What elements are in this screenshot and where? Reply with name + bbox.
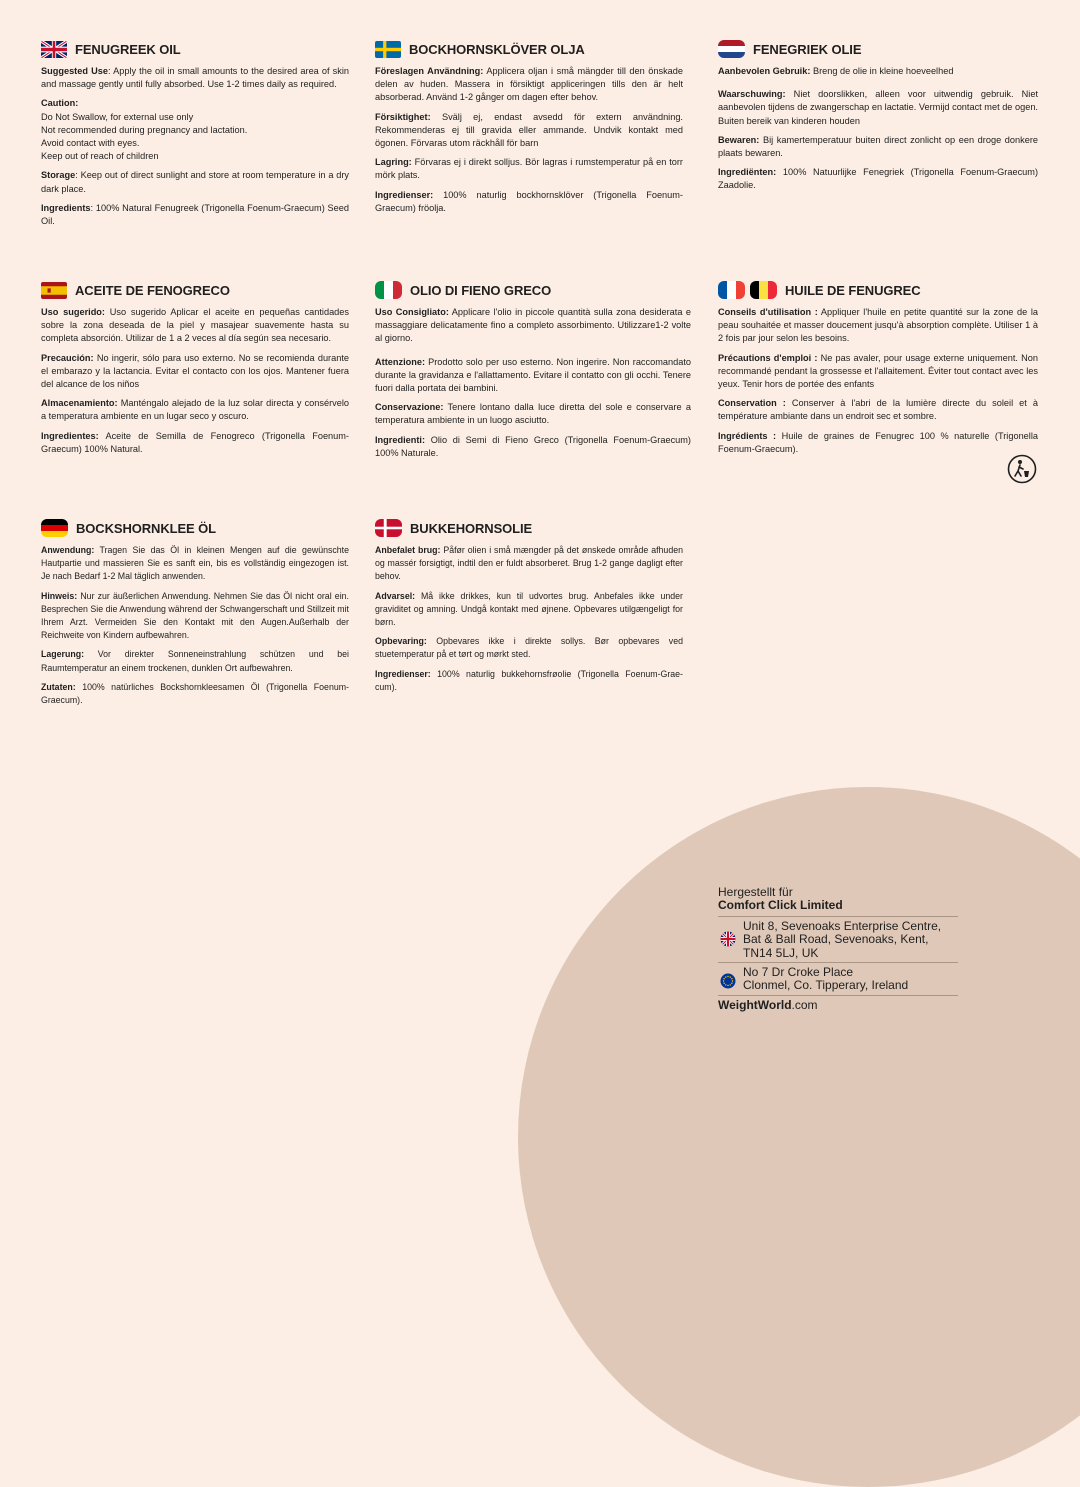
section-danish: [375, 519, 683, 700]
usage-paragraph: Uso sugerido: Uso sugerido Aplicar el aceite en pequeñas cantidades sobre la zona deseada de la piel y masajear suavemente hasta su completa absorción. Utilizar de 1 a 2 veces al día según sea necesario.: [41, 307, 349, 344]
eu-flag-icon: [720, 973, 736, 989]
company-name: Comfort Click Limited: [718, 898, 843, 913]
storage-paragraph: Bewaren: Bij kamertemperatuur buiten direct zonlicht op een droge donkere plaats bewaren.: [718, 134, 1038, 159]
section-swedish: [375, 40, 683, 221]
storage-paragraph: Lagerung: Vor direkter Sonneneinstrahlung schützen und bei Raumtemperatur an einem trockenen, dunklen Ort aufbewahren.: [41, 649, 349, 673]
address-line: TN14 5LJ, UK: [743, 945, 819, 960]
usage-paragraph: Anbefalet brug: Påfør olien i små mængder på det ønskede område afhuden og massér forsigtigt, indtil den er fuldt absorberet. Brug 1-2 gange dagligt efter behov.: [375, 545, 684, 582]
caution-paragraph: Advarsel: Må ikke drikkes, kun til udvortes brug. Anbefales ikke under graviditet og amning. Undgå kontakt med øjnene. Opbevares utilgængeligt for børn.: [375, 590, 683, 628]
storage-paragraph: Conservation : Conserver à l'abri de la lumière directe du soleil et à température ambiante dans un endroit sec et sombre.: [718, 398, 1038, 422]
uk-flag-icon: [720, 931, 736, 947]
caution-paragraph: Précautions d'emploi : Ne pas avaler, pour usage externe uniquement. Non recommandé pendant la grossesse et l'allaitement. Éviter tout contact avec les yeux. Tenir hors de portée des enfants: [718, 352, 1038, 390]
section-header: [375, 281, 691, 299]
section-title: BOCKSHORNKLEE ÖL: [76, 520, 216, 536]
recycle-person-icon: [1007, 454, 1037, 484]
caution-paragraph: Attenzione: Prodotto solo per uso esterno. Non ingerire. Non raccomandato durante la gravidanza e l'allattamento. Evitare il contatto con gli occhi. Tenere fuori dalla portata dei bambini.: [375, 356, 691, 394]
ingredients-paragraph: Ingredients: 100% Natural Fenugreek (Trigonella Foenum-Graecum) Seed Oil.: [41, 202, 349, 227]
made-for-label: Hergestellt für: [718, 885, 793, 899]
section-title: ACEITE DE FENOGRECO: [75, 282, 230, 298]
section-title: FENEGRIEK OLIE: [753, 41, 862, 57]
storage-paragraph: Opbevaring: Opbevares ikke i direkte sollys. Bør opbevares ved stuetemperatur på et tørt og mørkt sted.: [375, 636, 683, 660]
caution-paragraph: Caution: Do Not Swallow, for external use only Not recommended during pregnancy and lactation. Avoid contact with eyes. Keep out of reach of children: [41, 98, 248, 162]
section-italian: [375, 281, 691, 466]
section-header: [41, 40, 349, 58]
section-title: OLIO DI FIENO GRECO: [410, 282, 552, 298]
sweden-flag-icon: [375, 41, 401, 58]
section-header: [41, 519, 349, 537]
storage-paragraph: Conservazione: Tenere lontano dalla luce diretta del sole e conservare a temperatura ambiente in un luogo asciutto.: [375, 402, 691, 426]
uk-address-row: [718, 916, 958, 962]
section-header: [718, 281, 1038, 299]
usage-paragraph: Anwendung: Tragen Sie das Öl in kleinen Mengen auf die gewünschte Hautpartie und massieren Sie es sanft ein, bis es vollständig eingezogen ist. Je nach Bedarf 1-2 Mal täglich anwenden.: [41, 545, 349, 582]
caution-paragraph: Waarschuwing: Niet doorslikken, alleen voor uitwendig gebruik. Niet aanbevolen tijdens de zwangerschap en lactatie. Vermijd contact met de ogen. Buiten bereik van kinderen houden: [718, 89, 1038, 126]
denmark-flag-icon: [375, 519, 402, 537]
ingredients-paragraph: Ingrediënten: 100% Natuurlijke Fenegriek (Trigonella Foenum-Graecum) Zaadolie.: [718, 167, 1038, 191]
eu-address-row: [718, 962, 958, 995]
section-dutch: [718, 40, 1038, 199]
section-french: [718, 281, 1038, 462]
storage-paragraph: Lagring: Förvaras ej i direkt solljus. Bör lagras i rumstemperatur på en torr mörk plats.: [375, 157, 683, 181]
section-title: BOCKHORNSKLÖVER OLJA: [409, 41, 585, 57]
manufacturer-footer: [718, 886, 958, 1012]
italy-flag-icon: [375, 281, 402, 299]
ingredients-paragraph: Ingredienti: Olio di Semi di Fieno Greco (Trigonella Foenum-Graecum) 100% Naturale.: [375, 434, 691, 458]
ingredients-paragraph: Ingredienser: 100% naturlig bockhornsklöver (Trigonella Foenum-Graecum) fröolja.: [375, 189, 683, 213]
spain-flag-icon: [41, 282, 67, 299]
caution-paragraph: Precaución: No ingerir, sólo para uso externo. No se recomienda durante el embarazo y la lactancia. Evitar el contacto con los ojos. Mantener fuera del alcance de los niños: [41, 352, 349, 390]
caution-paragraph: Hinweis: Nur zur äußerlichen Anwendung. Nehmen Sie das Öl nicht oral ein. Besprechen Sie die Anwendung während der Schwangerschaft und Stillzeit mit Ihrem Arzt. Vermeiden Sie den Kontakt mit den Augen.Außerhalb der Reichweite von Kindern aufbewahren.: [41, 590, 349, 641]
netherlands-flag-icon: [718, 40, 745, 58]
address-line: Unit 8, Sevenoaks Enterprise Centre,: [743, 918, 942, 933]
usage-paragraph: Uso Consigliato: Applicare l'olio in piccole quantità sulla zona desiderata e massaggiare delicatamente fino a completo assorbimento. Utilizzare1-2 volte al giorno.: [375, 307, 691, 344]
address-line: Bat & Ball Road, Sevenoaks, Kent,: [743, 932, 929, 947]
section-header: [375, 519, 683, 537]
section-spanish: [41, 281, 349, 462]
section-german: [41, 519, 349, 713]
caution-paragraph: Försiktighet: Svälj ej, endast avsedd för extern användning. Rekommenderas ej till gravida eller ammande. Undvik kontakt med ögonen. Förvaras utom räckhåll för barn: [375, 111, 683, 149]
storage-paragraph: Storage: Keep out of direct sunlight and store at room temperature in a dry dark place.: [41, 170, 349, 194]
storage-paragraph: Almacenamiento: Manténgalo alejado de la luz solar directa y consérvelo a temperatura ambiente en un lugar seco y oscuro.: [41, 398, 349, 422]
uk-flag-icon: [41, 41, 67, 58]
ingredients-paragraph: Zutaten: 100% natürliches Bockshornkleesamen Öl (Trigonella Foenum-Graecum).: [41, 681, 349, 706]
germany-flag-icon: [41, 519, 68, 537]
section-title: HUILE DE FENUGREC: [785, 282, 921, 298]
section-title: FENUGREEK OIL: [75, 41, 181, 57]
ingredients-paragraph: Ingredientes: Aceite de Semilla de Fenogreco (Trigonella Foenum-Graecum) 100% Natural.: [41, 430, 349, 454]
section-header: [41, 281, 349, 299]
section-header: [718, 40, 1038, 58]
ingredients-paragraph: Ingredienser: 100% naturlig bukkehornsfrøolie (Trigonella Foenum-Grae-cum).: [375, 668, 683, 692]
usage-paragraph: Conseils d'utilisation : Appliquer l'huile en petite quantité sur la zone de la peau souhaitée et masser doucement jusqu'à absorption complète. Utiliser 1 à 2 fois par jour selon les besoins.: [718, 307, 1039, 344]
section-header: [375, 40, 683, 58]
section-english: [41, 40, 349, 234]
france-flag-icon: [718, 281, 745, 299]
address-line: No 7 Dr Croke Place: [743, 965, 854, 980]
usage-paragraph: Aanbevolen Gebruik: Breng de olie in kleine hoeveelhed: [718, 66, 954, 76]
address-line: Clonmel, Co. Tipperary, Ireland: [743, 978, 909, 993]
usage-paragraph: Föreslagen Användning: Applicera oljan i små mängder till den önskade delen av huden. Massera in försiktigt appliceringen tills den är helt absorberad. Använd 1-2 gånger om dagen efter behov.: [375, 66, 683, 103]
brand-name: WeightWorld.com: [718, 995, 958, 1012]
belgium-flag-icon: [750, 281, 777, 299]
usage-paragraph: Suggested Use: Apply the oil in small amounts to the desired area of skin and massage gently until fully absorbed. Use 1-2 times daily as required.: [41, 66, 350, 90]
section-title: BUKKEHORNSOLIE: [410, 520, 533, 536]
ingredients-paragraph: Ingrédients : Huile de graines de Fenugrec 100 % naturelle (Trigonella Foenum-Graecum).: [718, 430, 1038, 454]
